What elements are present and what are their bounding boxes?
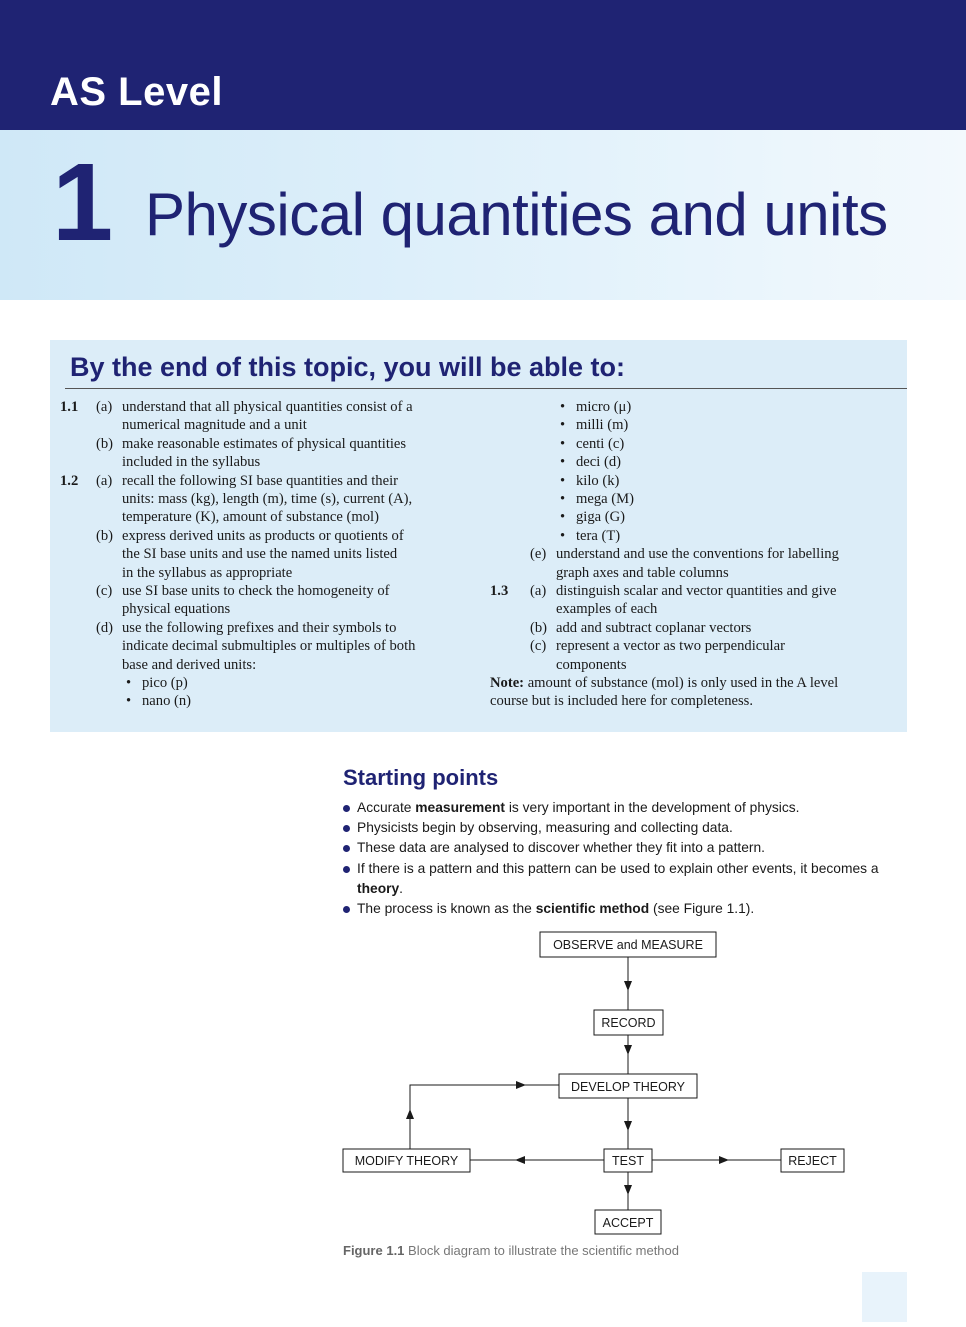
label-accept: ACCEPT [602, 1216, 654, 1230]
prefix-text: mega (M) [576, 490, 634, 507]
figure-caption [343, 1243, 679, 1258]
starting-point-keyword: scientific method [535, 901, 650, 917]
objective-text: graph axes and table columns [556, 564, 729, 581]
objective-text: physical equations [122, 601, 231, 618]
section-number: 1.3 [490, 582, 509, 599]
sub-item-label: (b) [530, 619, 548, 636]
prefix-text: milli (m) [576, 417, 629, 434]
objective-text: recall the following SI base quantities and their [122, 472, 398, 489]
sub-item-label: (b) [96, 435, 114, 452]
chapter-title: Physical quantities and units [145, 181, 888, 248]
objective-text: express derived units as products or quotients of [122, 527, 404, 544]
starting-point-text: Physicists begin by observing, measuring and collecting data. [357, 820, 733, 836]
objective-text: examples of each [556, 601, 658, 618]
objective-text: components [556, 656, 627, 673]
bullet-icon: • [126, 693, 132, 710]
starting-point-text: Accurate [357, 800, 416, 815]
objective-text: add and subtract coplanar vectors [556, 619, 752, 636]
note-label: Note: [490, 674, 525, 691]
prefix-text: deci (d) [576, 454, 621, 471]
objective-text: distinguish scalar and vector quantities and give [556, 582, 837, 599]
section-number: 1.1 [60, 399, 79, 415]
figure-label: Figure 1.1 [343, 1243, 405, 1258]
bullet-icon: • [560, 454, 566, 471]
objective-text: the SI base units and use the named units listed [122, 546, 398, 563]
label-develop-theory: DEVELOP THEORY [571, 1080, 685, 1094]
note-text-line-1: amount of substance (mol) is only used in the A level [527, 674, 839, 691]
prefix-text: tera (T) [576, 527, 621, 544]
objective-text: understand and use the conventions for labelling [556, 546, 839, 563]
objective-text: use SI base units to check the homogeneity of [122, 583, 390, 600]
starting-point-keyword: theory [357, 880, 400, 896]
arrow-modify-to-develop [410, 1085, 559, 1149]
objective-text: indicate decimal submultiples or multiples of both [122, 638, 416, 655]
level-title: AS Level [50, 70, 223, 114]
sub-item-label: (a) [96, 472, 113, 489]
objective-text: understand that all physical quantities consist of a [122, 399, 413, 415]
prefix-text: pico (p) [142, 675, 188, 692]
objective-text: make reasonable estimates of physical quantities [122, 435, 407, 452]
objectives-heading: By the end of this topic, you will be able to: [70, 352, 626, 382]
starting-point-text: If there is a pattern and this pattern can be used to explain other events, it becomes a [357, 860, 879, 876]
objective-text: in the syllabus as appropriate [122, 564, 293, 581]
bullet-icon: • [560, 527, 566, 544]
starting-point-text: These data are analysed to discover whether they fit into a pattern. [357, 840, 766, 856]
section-number: 1.2 [60, 472, 79, 489]
label-reject: REJECT [788, 1154, 837, 1168]
sub-item-label: (a) [530, 582, 547, 599]
objective-text: represent a vector as two perpendicular [556, 638, 785, 655]
watermark-logo [862, 1272, 907, 1322]
sub-item-label: (e) [530, 546, 547, 563]
starting-point-keyword: measurement [415, 800, 506, 815]
bullet-icon: • [560, 435, 566, 452]
bullet-icon: • [560, 472, 566, 489]
bullet-icon: • [560, 509, 566, 526]
prefix-text: nano (n) [142, 693, 192, 710]
starting-points-heading: Starting points [343, 765, 499, 790]
bullet-icon: • [560, 490, 566, 507]
figure-caption-text: Block diagram to illustrate the scientific method [404, 1243, 679, 1258]
starting-point-text-end: (see Figure 1.1). [649, 901, 755, 917]
label-record: RECORD [601, 1016, 656, 1030]
prefix-text: kilo (k) [576, 472, 620, 489]
sub-item-label: (c) [96, 583, 113, 600]
prefix-text: centi (c) [576, 435, 625, 452]
objective-text: numerical magnitude and a unit [122, 417, 307, 434]
label-observe: OBSERVE and MEASURE [553, 938, 703, 952]
starting-point-text: The process is known as the [357, 901, 536, 917]
label-modify-theory: MODIFY THEORY [354, 1154, 459, 1168]
objective-text: base and derived units: [122, 656, 257, 673]
sub-item-label: (b) [96, 527, 114, 544]
prefix-text: micro (μ) [576, 399, 632, 415]
bullet-icon: • [560, 399, 566, 415]
label-test: TEST [612, 1154, 644, 1168]
prefix-text: giga (G) [576, 509, 626, 526]
bullet-icon: • [560, 417, 566, 434]
objective-text: temperature (K), amount of substance (mol) [122, 509, 379, 526]
chapter-number: 1 [52, 141, 114, 264]
sub-item-label: (c) [530, 638, 547, 655]
note-text-line-2: course but is included here for completeness. [490, 693, 754, 710]
objective-text: use the following prefixes and their symbols to [122, 619, 397, 636]
starting-point-text-end: . [399, 880, 404, 896]
objective-text: units: mass (kg), length (m), time (s), current (A), [122, 491, 413, 508]
objective-text: included in the syllabus [122, 454, 261, 471]
sub-item-label: (d) [96, 619, 114, 636]
sub-item-label: (a) [96, 399, 113, 415]
starting-point-text-end: is very important in the development of physics. [505, 800, 800, 815]
bullet-icon: • [126, 675, 132, 692]
